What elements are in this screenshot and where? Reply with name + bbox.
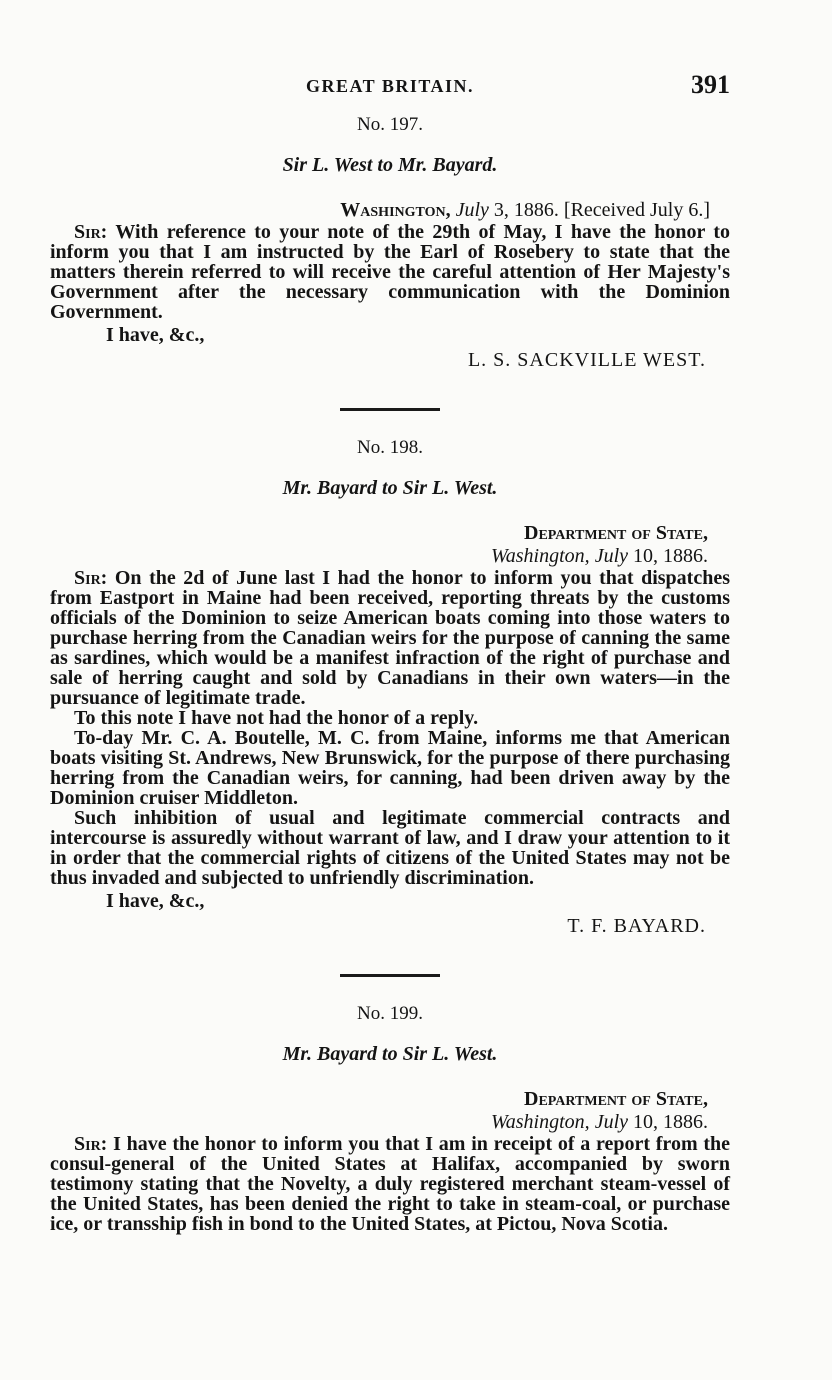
running-head: GREAT BRITAIN. [305,76,475,96]
document-number: No. 198. [357,437,423,458]
signature: L. S. SACKVILLE WEST. [467,349,706,371]
letter-paragraph: Such inhibition of usual and legitimate commercial contracts and intercourse is assuredly without warrant of law, and I draw your attention to it in order that the commercial rights of citizens of the United States may not be thus invaded and subjected to unfriendly discrimination. [50,807,730,889]
dateline-date: July [455,199,489,221]
document-page [50,70,730,1234]
dateline-date: July [594,545,628,567]
dateline-place: Washington, [490,1111,590,1133]
letter-197 [50,114,730,372]
section-divider [340,974,440,977]
dateline-place: Washington, [340,199,451,221]
dateline-year: 3, 1886. [493,199,559,221]
paragraph-text: On the 2d of June last I had the honor to inform you that dispatches from Eastport in Maine had been received, reporting threats by the customs officials of the Dominion to seize American boats coming into those waters to purchase herring from the Canadian weirs for the purpose of canning the same as sardines, which would be a manifest infraction of the right of purchase and sale of herring caught and sold by Canadians in their own waters—in the pursuance of legitimate trade. [50,567,730,709]
letter-199 [50,1003,730,1234]
dateline-place: Washington, [490,545,590,567]
letter-paragraph [50,1134,730,1234]
letter-paragraph [50,568,730,708]
salutation: Sir: [74,567,108,589]
dateline [50,522,730,568]
dateline-year: 10, 1886. [633,545,708,567]
dateline-department: Department of State, [524,522,708,544]
dateline-place-date [50,545,708,568]
letter-paragraph [50,222,730,322]
document-title: Sir L. West to Mr. Bayard. [282,154,498,176]
dateline-department: Department of State, [524,1088,708,1110]
letter-198 [50,437,730,938]
salutation: Sir: [74,1133,108,1155]
closing: I have, &c., [106,890,205,912]
paragraph-text: With reference to your note of the 29th of May, I have the honor to inform you that I am instructed by the Earl of Rosebery to state that the matters therein referred to will receive the careful attention of Her Majesty's Government after the necessary communication with the Dominion Government. [50,221,731,323]
dateline [50,199,730,222]
letter-paragraph: To-day Mr. C. A. Boutelle, M. C. from Maine, informs me that American boats visiting St. Andrews, New Brunswick, for the purpose of there purchasing herring from the Canadian weirs, for canning, had been driven away by the Dominion cruiser Middleton. [50,727,730,809]
dateline [50,1088,730,1134]
paragraph-text: I have the honor to inform you that I am in receipt of a report from the consul-general of the United States at Halifax, accompanied by sworn testimony stating that the Novelty, a duly registered merchant steam-vessel of the United States, has been denied the right to take in steam-coal, or purchase ice, or transship fish in bond to the United States, at Pictou, Nova Scotia. [50,1133,731,1235]
dateline-year: 10, 1886. [633,1111,708,1133]
page-number: 391 [691,70,730,99]
section-divider [340,408,440,411]
letter-paragraph: To this note I have not had the honor of a reply. [74,707,479,729]
document-number: No. 199. [357,1003,423,1024]
closing: I have, &c., [106,324,205,346]
document-title: Mr. Bayard to Sir L. West. [282,477,498,499]
document-title: Mr. Bayard to Sir L. West. [282,1043,498,1065]
received-note: [Received July 6.] [563,199,710,221]
salutation: Sir: [74,221,108,243]
dateline-place-date [50,1111,708,1134]
dateline-date: July [594,1111,628,1133]
document-number: No. 197. [357,114,423,135]
page-header [50,70,730,104]
signature: T. F. BAYARD. [567,915,706,937]
